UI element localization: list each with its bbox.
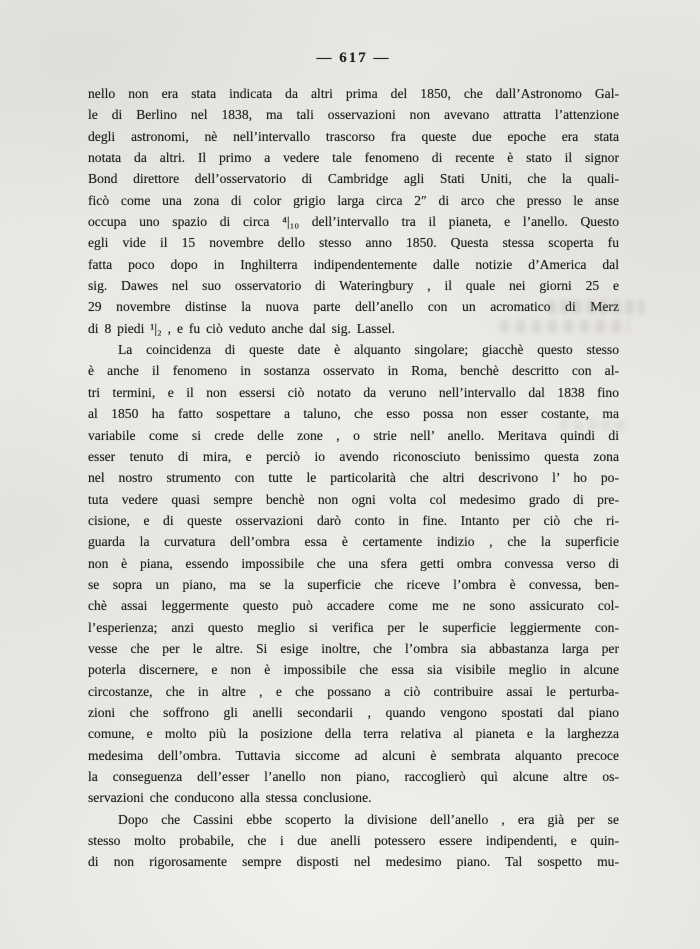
text-block	[88, 83, 619, 873]
text-line: guarda la curvatura dell’ombra essa è certamente indizio , che la superficie	[88, 534, 619, 550]
text-line: circostanze, che in altre , e che possano a ciò contribuire assai le perturba-	[88, 683, 619, 699]
text-line: comune, e molto più la posizione della terra relativa al pianeta e la larghezza	[88, 726, 619, 742]
text-line: medesima dell’ombra. Tuttavia siccome ad alcuni è sembrata alquanto precoce	[88, 747, 619, 763]
text-line: nello non era stata indicata da altri prima del 1850, che dall’Astronomo Gal-	[88, 86, 619, 101]
text-line: di non rigorosamente sempre disposti nel medesimo piano. Tal sospetto mu-	[88, 854, 619, 870]
page-number: — 617 —	[316, 50, 391, 66]
text-line: sig. Dawes nel suo osservatorio di Wateringbury , il quale nei giorni 25 e	[88, 278, 619, 294]
text-line: è anche il fenomeno in sostanza osservato in Roma, benchè descritto con al-	[88, 363, 619, 379]
text-line: servazioni che conducono alla stessa conclusione.	[88, 790, 372, 806]
text-line: fatta poco dopo in Inghilterra indipendentemente dalle notizie d’America dal	[88, 256, 619, 272]
text-line: poterla discernere, e non è impossibile che essa sia visibile meglio in alcune	[88, 662, 619, 678]
text-line: ficò come una zona di color grigio larga circa 2″ di arco che presso le anse	[88, 192, 619, 208]
text-line: la conseguenza dell’esser l’anello non piano, raccoglierò quì alcune altre os-	[88, 769, 619, 784]
text-line: Bond direttore dell’osservatorio di Cambridge agli Stati Uniti, che la quali-	[88, 171, 619, 187]
text-line: l’esperienza; anzi questo meglio si verifica per le superficie leggiermente con-	[88, 619, 619, 635]
text-line: tri termini, e il non essersi ciò notato da veruno nell’intervallo dal 1838 fino	[88, 384, 619, 400]
text-line: 29 novembre distinse la nuova parte dell’anello con un acromatico di Merz	[88, 299, 619, 315]
text-line: egli vide il 15 novembre dello stesso anno 1850. Questa stessa scoperta fu	[88, 235, 619, 251]
text-line: Dopo che Cassini ebbe scoperto la divisione dell’anello , era già per se	[118, 811, 619, 827]
text-line: le di Berlino nel 1838, ma tali osservazioni non avevano attratta l’attenzione	[88, 107, 619, 123]
text-line: nel nostro strumento con tutte le particolarità che altri descrivono l’ ho po-	[88, 470, 619, 486]
text-line: stesso molto probabile, che i due anelli potessero essere indipendenti, e quin-	[88, 833, 619, 849]
text-line: variabile come si crede delle zone , o strie nell’ anello. Meritava quindi di	[88, 427, 619, 443]
text-line: notata da altri. Il primo a vedere tale fenomeno di recente è stato il signor	[88, 150, 619, 166]
text-line: esser tenuto di mira, e perciò io avendo riconosciuto benissimo questa zona	[88, 448, 619, 464]
text-line: se sopra un piano, ma se la superficie che riceve l’ombra è convessa, ben-	[88, 576, 619, 592]
text-line: al 1850 ha fatto sospettare a taluno, che esso possa non esser costante, ma	[88, 406, 619, 422]
text-line: non è piana, essendo impossibile che una sfera getti ombra convessa verso di	[88, 555, 619, 571]
text-line: degli astronomi, nè nell’intervallo trascorso fra queste due epoche era stata	[88, 128, 619, 144]
text-line: zioni che soffrono gli anelli secondarii , quando vengono spostati dal piano	[88, 704, 619, 720]
text-line: tuta vedere quasi sempre benchè non ogni volta col medesimo grado di pre-	[88, 491, 619, 507]
text-line: La coincidenza di queste date è alquanto singolare; giacchè questo stesso	[118, 342, 619, 358]
text-line: di 8 piedi ¹|₂ , e fu ciò veduto anche dal sig. Lassel.	[88, 320, 395, 336]
text-line: occupa uno spazio di circa ⁴|₁₀ dell’intervallo tra il pianeta, e l’anello. Questo	[88, 214, 619, 230]
text-line: vesse che per le altre. Si esige inoltre, che l’ombra sia abbastanza larga per	[88, 640, 619, 656]
text-line: cisione, e di queste osservazioni darò conto in fine. Intanto per ciò che ri-	[88, 512, 619, 528]
text-line: chè assai leggermente questo può accadere come me ne sono assicurato col-	[88, 598, 619, 614]
